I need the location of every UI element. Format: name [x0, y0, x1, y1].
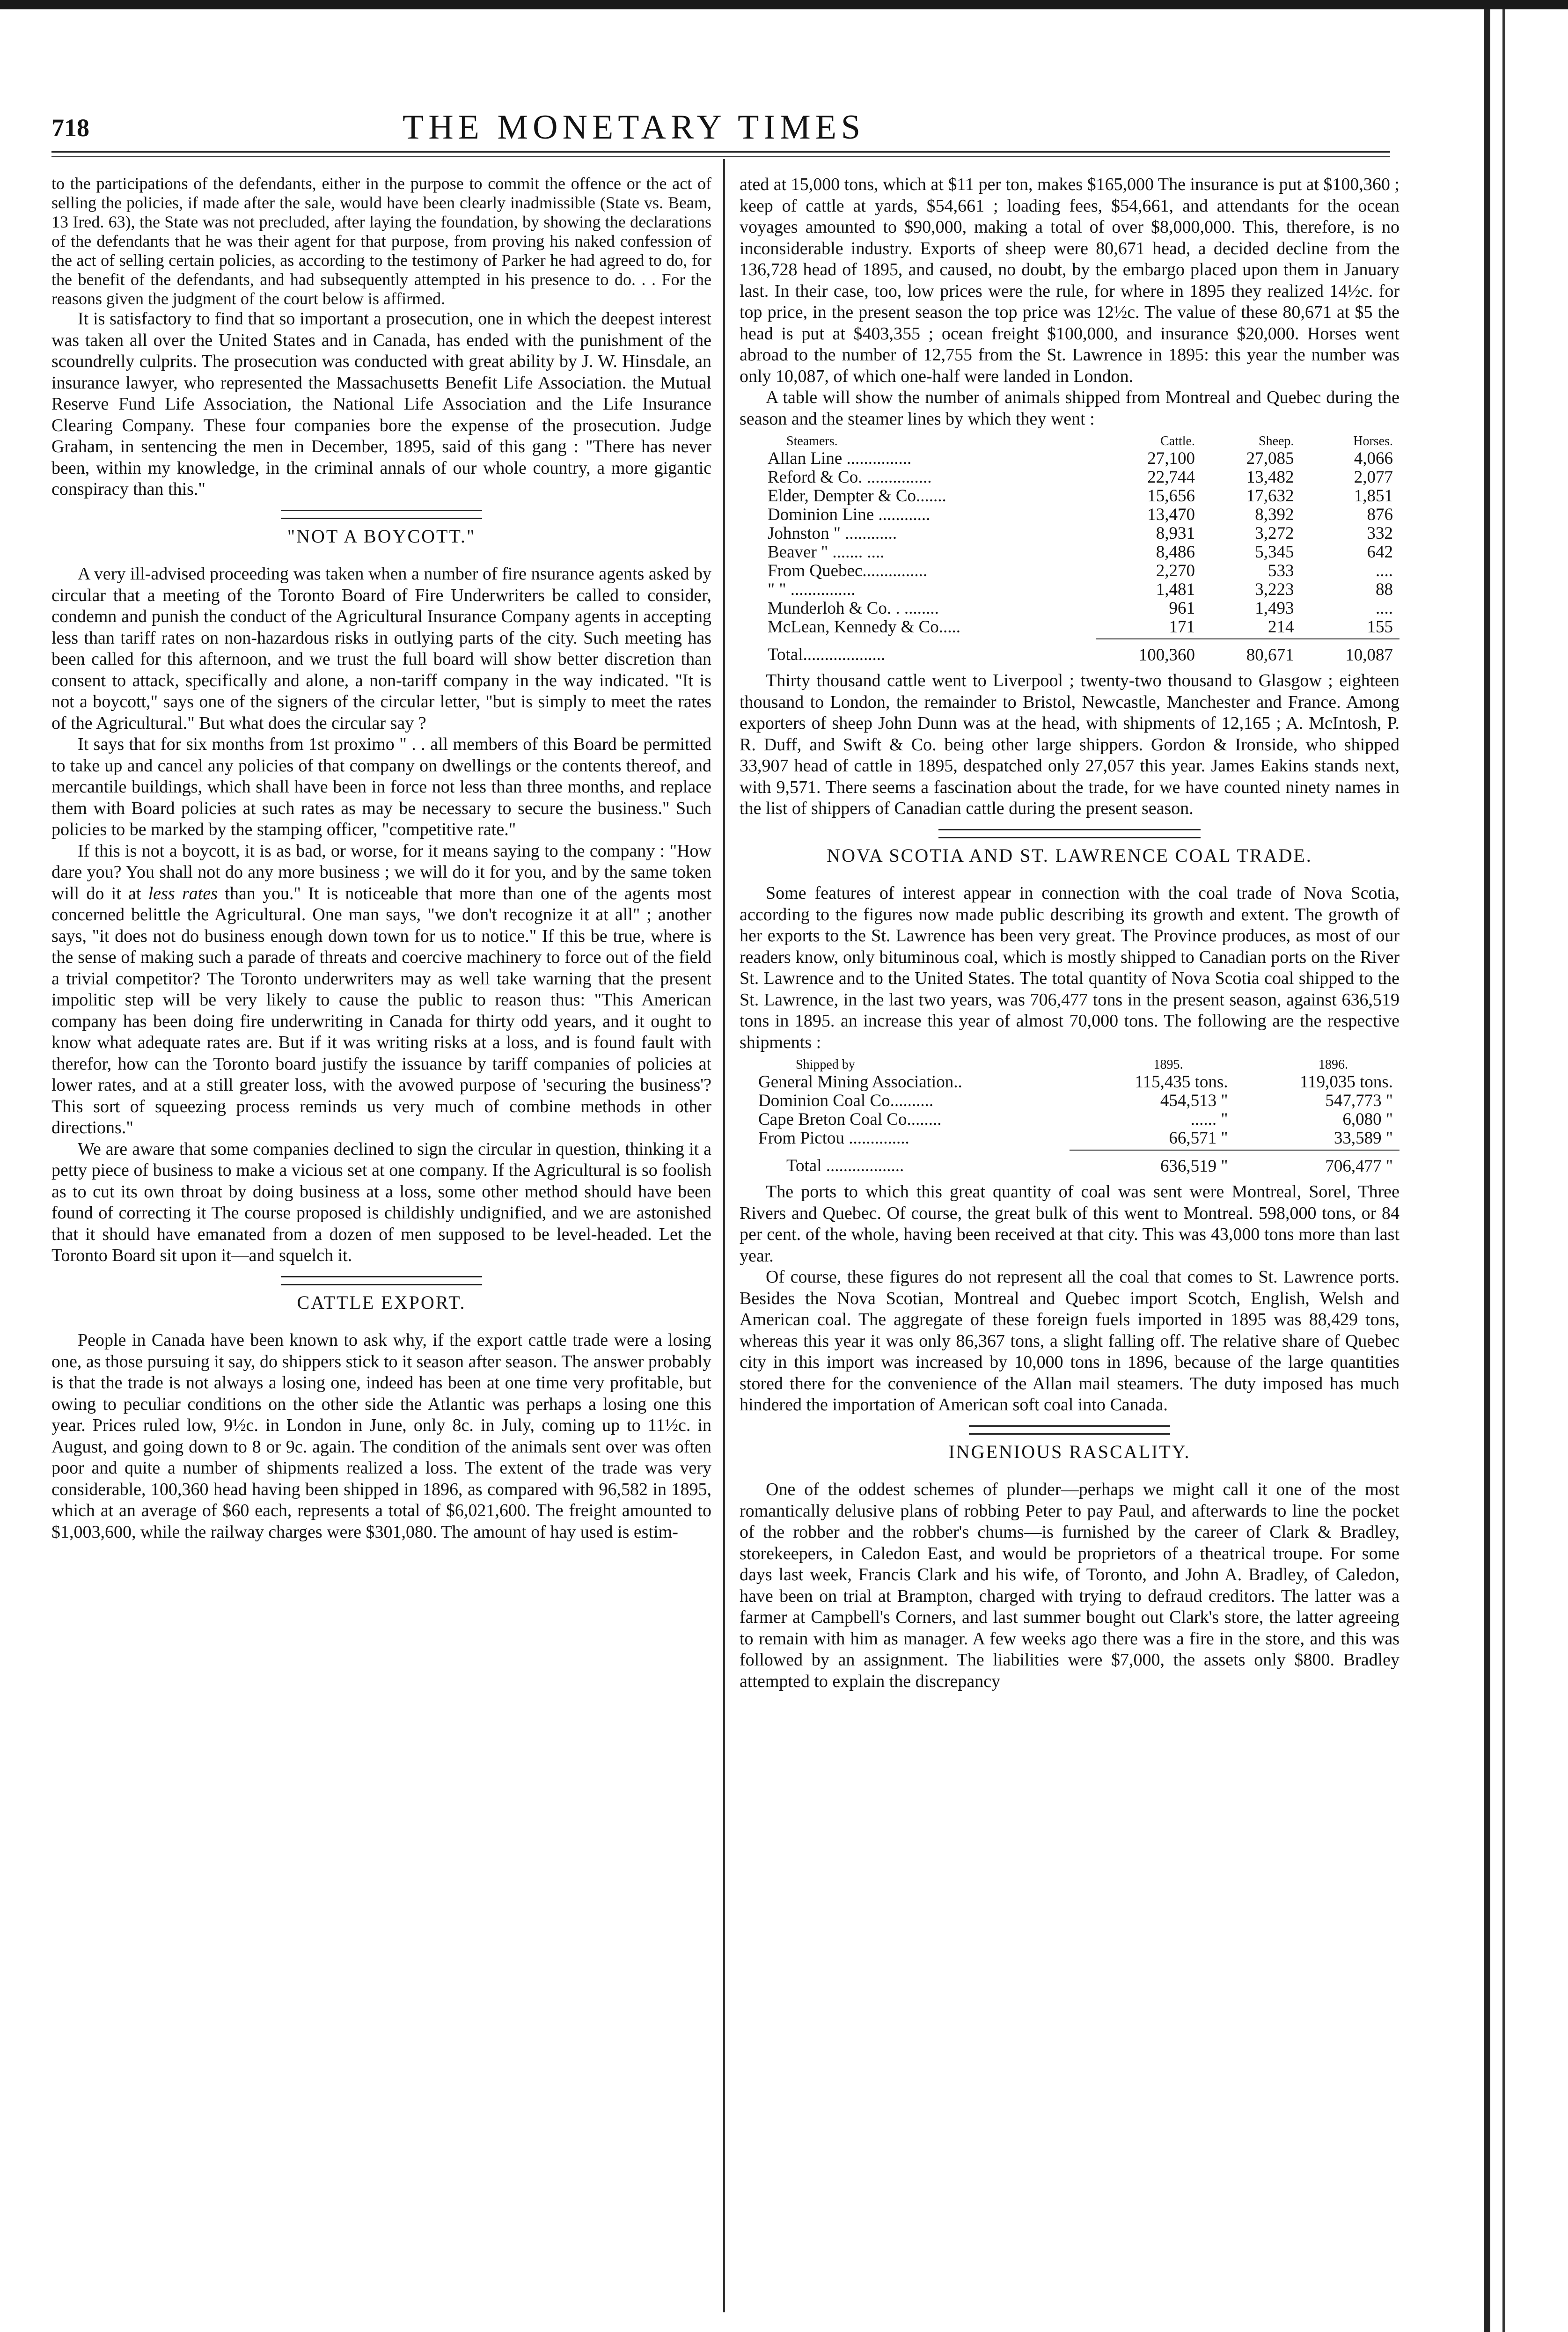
table-row [740, 506, 1399, 524]
scan-top-edge [0, 0, 1568, 9]
table-cell: McLean, Kennedy & Co..... [768, 617, 961, 637]
right-column [740, 174, 1399, 1692]
table-cell: 2,077 [1354, 468, 1393, 487]
table-cell: 13,470 [1147, 505, 1195, 524]
table-cell: 22,744 [1147, 468, 1195, 487]
left-paragraph-4: It says that for six months from 1st proximo " . . all members of this Board be permitted to take up and cancel any policies of that company on dwellings or the contents thereof, and mercantile buildings, which shall have been in force not less than three months, and replace them with Board policies at such rates as may be necessary to secure the business." Such policies to be marked by the stamping officer, "competitive rate." [51, 734, 711, 839]
table-cell: 4,066 [1354, 449, 1393, 468]
table-cell: 80,671 [1246, 645, 1294, 665]
masthead-title: THE MONETARY TIMES [403, 108, 865, 147]
table-row [740, 543, 1399, 562]
table-cell: 8,931 [1156, 524, 1195, 543]
table-cell: 533 [1268, 561, 1294, 580]
masthead-rule-bottom [51, 156, 1390, 157]
table-cell: 100,360 [1138, 645, 1195, 665]
table-cell: 8,486 [1156, 543, 1195, 562]
table-cell: 13,482 [1246, 468, 1294, 487]
table-cell: Total................... [768, 645, 886, 664]
scan-right-edge-inner [1502, 9, 1505, 2332]
section-separator [281, 510, 482, 519]
table-cell: .... [1376, 561, 1393, 580]
table-row [740, 562, 1399, 580]
table-cell: Beaver " ....... .... [768, 543, 885, 562]
table-cell: 1,851 [1354, 486, 1393, 506]
table-cell: 1,493 [1255, 599, 1294, 618]
table-cell: 2,270 [1156, 561, 1195, 580]
table-header-row [740, 433, 1399, 449]
table-cell: .... [1376, 599, 1393, 618]
table-cell: 3,272 [1255, 524, 1294, 543]
table-cell: 15,656 [1147, 486, 1195, 506]
heading-not-a-boycott: "NOT A BOYCOTT." [287, 525, 476, 547]
table-header-row [740, 1057, 1399, 1073]
table-cell: 706,477 " [1325, 1157, 1393, 1176]
heading-cattle-export: CATTLE EXPORT. [297, 1291, 466, 1313]
left-paragraph-5 [51, 841, 711, 1139]
table-header-cell: 1896. [1319, 1057, 1348, 1072]
table-cell: 3,223 [1255, 580, 1294, 599]
table-cell: 547,773 " [1325, 1091, 1393, 1110]
table-row [740, 468, 1399, 487]
table-cell: Elder, Dempter & Co....... [768, 486, 946, 506]
table-cell: 17,632 [1246, 486, 1294, 506]
table-cell: 33,589 " [1334, 1129, 1393, 1148]
table-row [740, 487, 1399, 506]
table-cell: 27,100 [1147, 449, 1195, 468]
table-header-cell: 1895. [1153, 1057, 1183, 1072]
table-cell: From Pictou .............. [758, 1129, 909, 1148]
left-column [51, 174, 711, 1543]
table-row [740, 524, 1399, 543]
table-cell: Total .................. [786, 1156, 904, 1175]
table-cell: 88 [1376, 580, 1393, 599]
heading-ingenious-rascality: INGENIOUS RASCALITY. [948, 1441, 1191, 1462]
table-cell: 8,392 [1255, 505, 1294, 524]
table-cell: Johnston " ............ [768, 524, 897, 543]
section-separator [281, 1276, 482, 1285]
table-row [740, 1092, 1399, 1110]
left-paragraph-6: We are aware that some companies declined to sign the circular in question, thinking it a petty piece of business to make a vicious set at one company. If the Agricultural is so foolish as to cut its own throat by doing business at a loss, some other method should have been found of correcting it The course proposed is childishly undignified, and we are astonished that it should have emanated from a dozen of men supposed to be level-headed. Let the Toronto Board sit upon it—and squelch it. [51, 1139, 711, 1265]
page-number: 718 [51, 114, 89, 142]
table-cell: Dominion Coal Co.......... [758, 1091, 934, 1110]
table-cell: Allan Line ............... [768, 449, 912, 468]
left-paragraph-3: A very ill-advised proceeding was taken when a number of fire nsurance agents asked by circular that a meeting of the Toronto Board of Fire Underwriters be called to consider, condemn and punish the conduct of the Agricultural Insurance Company agents in accepting less than tariff rates on non-hazardous risks in outlying parts of the city. Such meeting has been called for this afternoon, and we trust the full board will show better discretion than consent to attack, specifically and alone, a non-tariff company in the way indicated. "It is not a boycott," says one of the signers of the circular letter, "but is simply to meet the rates of the Agricultural." But what does the circular say ? [51, 564, 711, 733]
heading-coal-trade: NOVA SCOTIA AND ST. LAWRENCE COAL TRADE. [827, 844, 1312, 866]
table-row [740, 449, 1399, 468]
table-cell: 119,035 tons. [1299, 1072, 1393, 1092]
table-row [740, 618, 1399, 637]
table-cell: " " ............... [768, 580, 856, 599]
coal-shipments-table [740, 1057, 1399, 1176]
right-paragraph-7: One of the oddest schemes of plunder—perhaps we might call it one of the most romantically delusive plans of robbing Peter to pay Paul, and afterwards to line the pocket of the robber and the robber's chums—is furnished by the career of Clark & Bradley, storekeepers, in Caledon East, and would be proprietors of a theatrical troupe. For some days last week, Francis Clark and his wife, of Toronto, and John A. Bradley, of Caledon, have been on trial at Brampton, charged with trying to defraud creditors. The latter was a farmer at Campbell's Corners, and last summer bought out Clark's store, the latter agreeing to remain with him as manager. A few weeks ago there was a fire in the store, and this was followed by an assignment. The liabilities were $7,000, the assets only $800. Bradley attempted to explain the discrepancy [740, 1480, 1399, 1691]
right-paragraph-1: ated at 15,000 tons, which at $11 per ton, makes $165,000 The insurance is put at $100,360 ; keep of cattle at yards, $54,661 ; loading fees, $54,661, and attendants for the ocean voyages amounted to $90,000, making a total of over $8,000,000. This, therefore, is no inconsiderable industry. Exports of sheep were 80,671 head, a decided decline from the 136,728 head of 1895, and caused, no doubt, by the embargo placed upon them in January last. In their case, too, low prices were the rule, for where in 1895 they realized 14½c. for top price, in the present season the top price was 12½c. The value of these 80,671 at $5 the head is put at $403,355 ; ocean freight $100,000, and insurance $20,000. Horses went abroad to the number of 12,755 from the St. Lawrence in 1895: this year the number was only 10,087, of which one-half were landed in London. [740, 175, 1399, 386]
table-cell: ...... " [1190, 1110, 1228, 1129]
table-cell: Reford & Co. ............... [768, 468, 932, 487]
table-cell: 636,519 " [1160, 1157, 1228, 1176]
table-cell: 876 [1367, 505, 1393, 524]
table-cell: 454,513 " [1160, 1091, 1228, 1110]
left-paragraph-5-emphasis: less rates [148, 883, 218, 903]
table-cell: 115,435 tons. [1135, 1072, 1228, 1092]
table-cell: 1,481 [1156, 580, 1195, 599]
table-cell: Cape Breton Coal Co........ [758, 1110, 942, 1129]
left-paragraph-5-part-b: than you." It is noticeable that more than one of the agents most concerned belittle the Agricultural. One man says, "we don't recognize it at all" ; another says, "it does not do business enough down town for us to notice." If this be true, where is the sense of making such a parade of threats and coercive machinery to force out of the field a trivial competitor? The Toronto underwriters may as well take warning that the present impolitic step will be very likely to cause the public to reason thus: "This American company has been doing fire underwriting in Canada for thirty odd years, and it ought to know what adequate rates are. But if it was writing risks at a loss, and is found fault with therefor, how can the Toronto board justify the issuance by tariff companies of policies at lower rates, and at a still greater loss, with the avowed purpose of 'securing the business'? This sort of squeezing process reminds us very much of combine methods in other directions." [51, 883, 712, 1137]
table-cell: 155 [1367, 617, 1393, 637]
right-paragraph-2: A table will show the number of animals shipped from Montreal and Quebec during the season and the steamer lines by which they went : [740, 388, 1399, 429]
right-paragraph-5: The ports to which this great quantity of coal was sent were Montreal, Sorel, Three Rivers and Quebec. Of course, the great bulk of this went to Montreal. 598,000 tons, or 84 per cent. of the whole, having been received at that city. This was 43,000 tons more than last year. [740, 1182, 1399, 1266]
table-cell: 171 [1169, 617, 1195, 637]
table-total-row [740, 1150, 1399, 1176]
table-header-cell: Horses. [1353, 434, 1393, 448]
table-cell: 642 [1367, 543, 1393, 562]
table-total-row [740, 639, 1399, 665]
left-paragraph-5-part-a: If this is not a boycott, it is as bad, or worse, for it means saying to the company : "How dare you? You shall not do any more business ; we will do it for you, and by the same token will do it at [51, 841, 711, 903]
table-cell: 66,571 " [1169, 1129, 1228, 1148]
right-paragraph-3: Thirty thousand cattle went to Liverpool ; twenty-two thousand to Glasgow ; eighteen thousand to London, the remainder to Bristol, Newcastle, Manchester and France. Among exporters of sheep John Dunn was at the head, with shipments of 12,165 ; A. McIntosh, P. R. Duff, and Swift & Co. being other large shippers. Gordon & Ironside, who shipped 33,907 head of cattle in 1895, despatched only 27,057 this year. James Eakins stands next, with 9,571. There seems a fascination about the trade, for we have counted ninety names in the list of shippers of Canadian cattle during the present season. [740, 671, 1399, 818]
table-header-cell: Shipped by [796, 1057, 855, 1072]
table-cell: From Quebec............... [768, 561, 928, 580]
left-paragraph-2: It is satisfactory to find that so important a prosecution, one in which the deepest interest was taken all over the United States and in Canada, has ended with the punishment of the scoundrelly culprits. The prosecution was conducted with great ability by J. W. Hinsdale, an insurance lawyer, who represented the Massachusetts Benefit Life Association. the Mutual Reserve Fund Life Association, the National Life Association and the Life Insurance Clearing Company. These four companies bore the expense of the prosecution. Judge Graham, in sentencing the men in December, 1895, said of this gang : "There has never been, within my knowledge, in the criminal annals of our whole country, a more gigantic conspiracy than this." [51, 309, 711, 499]
table-cell: 214 [1268, 617, 1294, 637]
table-cell: 6,080 " [1342, 1110, 1393, 1129]
table-row [740, 1129, 1399, 1148]
right-paragraph-4: Some features of interest appear in connection with the coal trade of Nova Scotia, according to the figures now made public describing its growth and extent. The growth of her exports to the St. Lawrence has been very great. The Province produces, as most of our readers know, only bituminous coal, which is mostly shipped to Canadian ports on the River St. Lawrence and to the United States. The total quantity of Nova Scotia coal shipped to the St. Lawrence, in the last two years, was 706,477 tons in the present season, against 636,519 tons in 1895. an increase this year of almost 70,000 tons. The following are the respective shipments : [740, 883, 1399, 1052]
masthead-rule-top [51, 151, 1390, 153]
table-cell: 10,087 [1345, 645, 1393, 665]
table-cell: General Mining Association.. [758, 1072, 962, 1092]
left-paragraph-7: People in Canada have been known to ask why, if the export cattle trade were a losing one, as those pursuing it say, do shippers stick to it season after season. The answer probably is that the trade is not always a losing one, indeed has been at one time very profitable, but owing to peculiar conditions on the other side the Atlantic was perhaps a losing one this year. Prices ruled low, 9½c. in London in June, only 8c. in July, coming up to 11½c. in August, and going down to 8 or 9c. again. The condition of the animals sent over was often poor and quite a number of shipments realized a loss. The extent of the trade was very considerable, 100,360 head having been shipped in 1896, as compared with 96,582 in 1895, which at an average of $60 each, represents a total of $6,021,600. The freight amounted to $1,003,600, while the railway charges were $301,080. The amount of hay used is estim- [51, 1330, 711, 1542]
table-cell: 961 [1169, 599, 1195, 618]
table-cell: 332 [1367, 524, 1393, 543]
cattle-shipments-table [740, 433, 1399, 665]
section-separator [969, 1425, 1170, 1435]
table-row [740, 599, 1399, 618]
left-paragraph-1: to the participations of the defendants, either in the purpose to commit the offence or the act of selling the policies, if made after the sale, would have been clearly inadmissible (State vs. Beam, 13 Ired. 63), the State was not precluded, after laying the foundation, by showing the declarations of the defendants that he was their agent for that purpose, from proving his naked confession of the act of selling certain policies, as according to the testimony of Parker he had agreed to do, for the benefit of the defendants, and had subsequently attempted in his presence to do. . . For the reasons given the judgment of the court below is affirmed. [51, 174, 711, 308]
table-cell: 5,345 [1255, 543, 1294, 562]
table-cell: 27,085 [1246, 449, 1294, 468]
scan-right-edge [1484, 9, 1490, 2332]
section-separator [938, 829, 1201, 838]
table-header-cell: Cattle. [1160, 434, 1195, 448]
table-row [740, 1110, 1399, 1129]
table-cell: Munderloh & Co. . ........ [768, 599, 939, 618]
table-header-cell: Steamers. [786, 434, 838, 448]
table-row [740, 580, 1399, 599]
table-cell: Dominion Line ............ [768, 505, 931, 524]
right-paragraph-6: Of course, these figures do not represent all the coal that comes to St. Lawrence ports. Besides the Nova Scotian, Montreal and Quebec import Scotch, English, Welsh and American coal. The aggregate of these foreign fuels imported in 1895 was 88,429 tons, whereas this year it was only 86,367 tons, a slight falling off. The relative share of Quebec city in this import was increased by 10,000 tons in 1896, because of the large quantities stored there for the convenience of the Allan mail steamers. The duty imposed has much hindered the importation of American soft coal into Canada. [740, 1267, 1399, 1415]
table-header-cell: Sheep. [1259, 434, 1294, 448]
table-row [740, 1073, 1399, 1092]
column-divider [723, 159, 725, 2312]
